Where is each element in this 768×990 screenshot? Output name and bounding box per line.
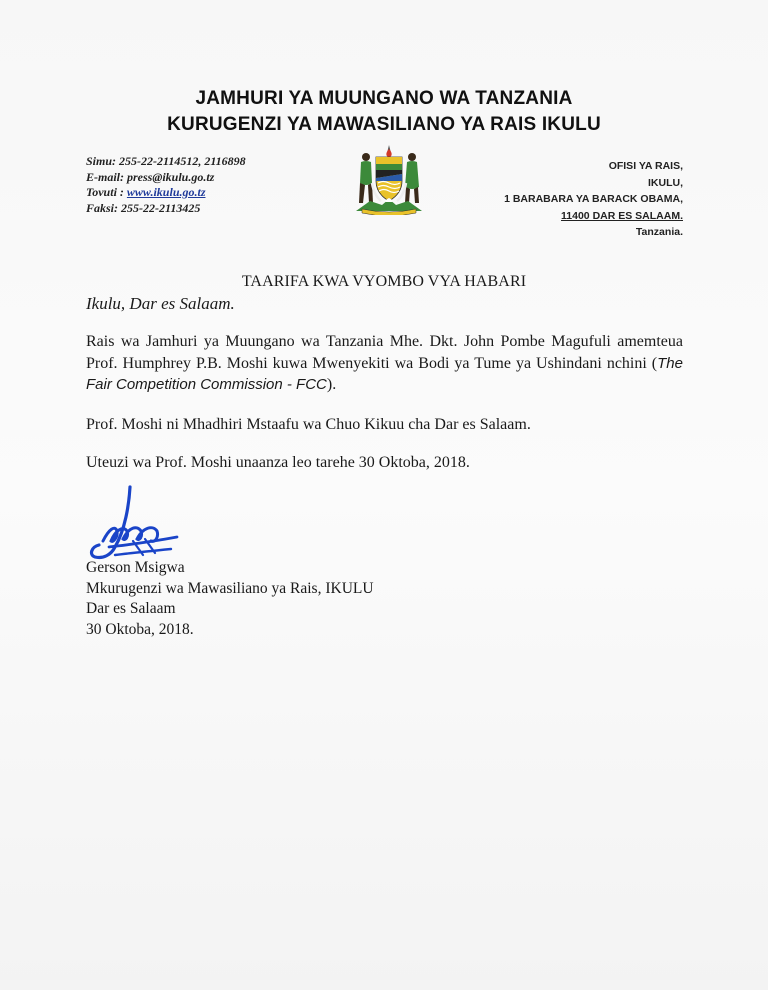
tanzania-coat-of-arms-icon [348,143,430,215]
paragraph-2: Prof. Moshi ni Mhadhiri Mstaafu wa Chuo Kikuu cha Dar es Salaam. [86,416,531,433]
address-line-1: OFISI YA RAIS, [608,160,683,172]
dateline-place: Ikulu, Dar es Salaam. [86,294,235,313]
website-line [86,185,246,201]
paragraph-3: Uteuzi wa Prof. Moshi unaanza leo tarehe 30 Oktoba, 2018. [86,454,470,471]
signatory-name: Gerson Msigwa [86,559,185,576]
paragraph-1 [86,331,683,396]
paragraph-1-end: ). [326,376,337,393]
header-line-1: JAMHURI YA MUUNGANO WA TANZANIA [195,88,573,109]
contact-block [86,154,246,216]
signatory-title: Mkurugenzi wa Mawasiliano ya Rais, IKULU [86,579,374,597]
signatory-location: Dar es Salaam [86,600,176,617]
website-link[interactable]: www.ikulu.go.tz [126,185,206,199]
address-block [504,158,683,241]
phone-text: Simu: 255-22-2114512, 2116898 [86,154,246,168]
paragraph-1-italic: The Fair Competition Commission - FCC [86,354,683,393]
address-line-3: 1 BARABARA YA BARACK OBAMA, [504,193,683,205]
address-line-4: 11400 DAR ES SALAAM. [561,209,683,222]
address-line-5: Tanzania. [635,226,683,238]
signoff-block [86,558,374,640]
signoff-date: 30 Oktoba, 2018. [86,620,194,638]
handwritten-signature [85,485,185,565]
website-label: Tovuti : [86,185,127,199]
header-line-2: KURUGENZI YA MAWASILIANO YA RAIS IKULU [167,114,601,135]
email-text: E-mail: press@ikulu.go.tz [86,169,215,184]
document-title: TAARIFA KWA VYOMBO VYA HABARI [241,273,527,290]
address-line-2: IKULU, [648,176,683,189]
fax-text: Faksi: 255-22-2113425 [86,200,201,215]
paragraph-1-text: Rais wa Jamhuri ya Muungano wa Tanzania Mhe. Dkt. John Pombe Magufuli amemteua Prof. Humphrey P.B. Moshi kuwa Mwenyekiti wa Bodi ya Tume ya Ushindani nchini ( [86,333,683,372]
